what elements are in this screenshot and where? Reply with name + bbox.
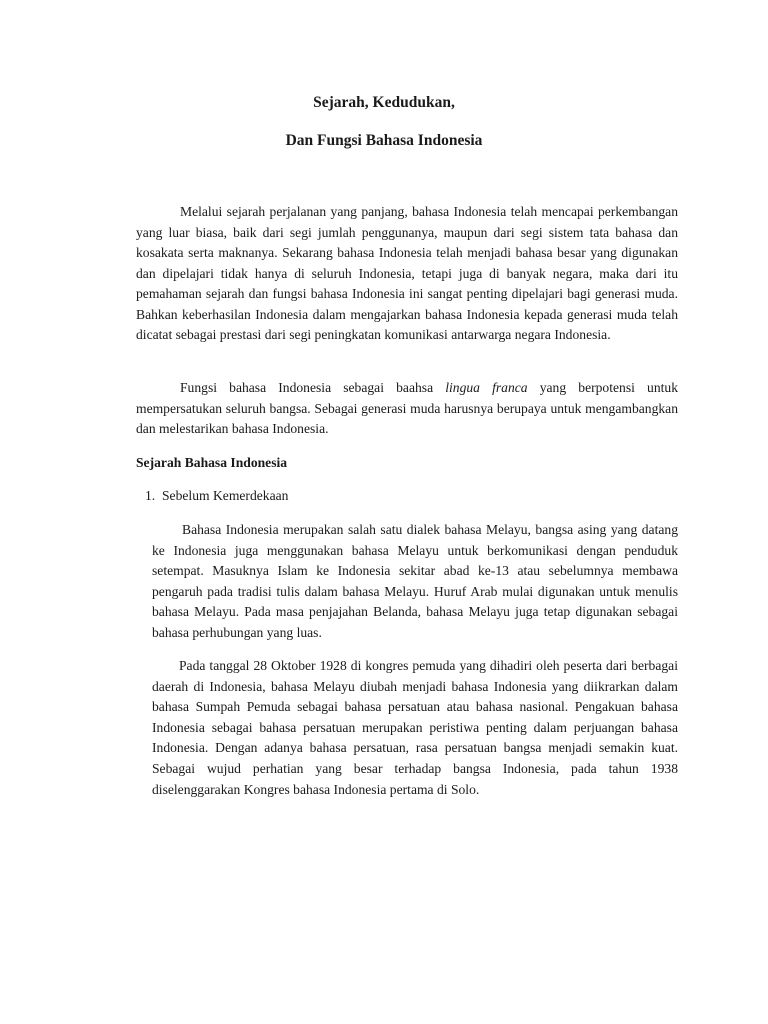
section-paragraph-1: Bahasa Indonesia merupakan salah satu dialek bahasa Melayu, bangsa asing yang datang ke Indonesia juga menggunakan bahasa Melayu untuk berkomunikasi dengan penduduk setempat. Masuknya Islam ke Indonesia sekitar abad ke-13 atau sebelumnya membawa pengaruh pada tradisi tulis dalam bahasa Melayu. Huruf Arab mulai digunakan untuk menulis bahasa Melayu. Pada masa penjajahan Belanda, bahasa Melayu juga tetap digunakan sebagai bahasa perhubungan yang luas.	[152, 522, 678, 640]
intro-paragraph-2	[136, 378, 678, 440]
intro-paragraph-2-start: Fungsi bahasa Indonesia sebagai baahsa	[180, 380, 446, 395]
document-title-line-1: Sejarah, Kedudukan,	[313, 94, 455, 111]
section-heading: Sejarah Bahasa Indonesia	[136, 455, 288, 470]
section-paragraph-2: Pada tanggal 28 Oktober 1928 di kongres pemuda yang dihadiri oleh peserta dari berbagai daerah di Indonesia, bahasa Melayu diubah menjadi bahasa Indonesia yang diikrarkan dalam bahasa Sumpah Pemuda sebagai bahasa persatuan atau bahasa nasional. Pengakuan bahasa Indonesia sebagai bahasa persatuan merupakan peristiwa penting dalam perjuangan bahasa Indonesia. Dengan adanya bahasa persatuan, rasa persatuan bangsa menjadi semakin kuat. Sebagai wujud perhatian yang besar terhadap bangsa Indonesia, pada tahun 1938 diselenggarakan Kongres bahasa Indonesia pertama di Solo.	[152, 658, 678, 797]
intro-paragraph-1: Melalui sejarah perjalanan yang panjang, bahasa Indonesia telah mencapai perkembangan yang luar biasa, baik dari segi jumlah penggunanya, maupun dari segi sistem tata bahasa dan kosakata serta maknanya. Sekarang bahasa Indonesia telah menjadi bahasa besar yang digunakan dan dipelajari tidak hanya di seluruh Indonesia, tetapi juga di banyak negara, maka dari itu pemahaman sejarah dan fungsi bahasa Indonesia ini sangat penting dipelajari bagi generasi muda. Bahkan keberhasilan Indonesia dalam mengajarkan bahasa Indonesia kepada generasi muda telah dicatat sebagai prestasi dari segi peningkatan komunikasi antarwarga negara Indonesia.	[136, 204, 678, 342]
intro-paragraph-1-block	[136, 202, 678, 346]
list-item-label: Sebelum Kemerdekaan	[162, 488, 289, 503]
intro-paragraph-2-end: yang berpotensi untuk mempersatukan seluruh bangsa. Sebagai generasi muda harusnya berupaya untuk mengambangkan dan melestarikan bahasa Indonesia.	[136, 380, 678, 436]
list-item-number: 1.	[145, 488, 156, 503]
lingua-franca-italic: lingua franca	[445, 380, 528, 395]
intro-paragraph-2-block	[136, 378, 678, 440]
document-title-line-2: Dan Fungsi Bahasa Indonesia	[285, 132, 483, 149]
section-paragraph-1-block	[152, 520, 678, 644]
list-item-before-independence	[145, 488, 288, 504]
section-paragraph-2-block	[152, 656, 678, 800]
